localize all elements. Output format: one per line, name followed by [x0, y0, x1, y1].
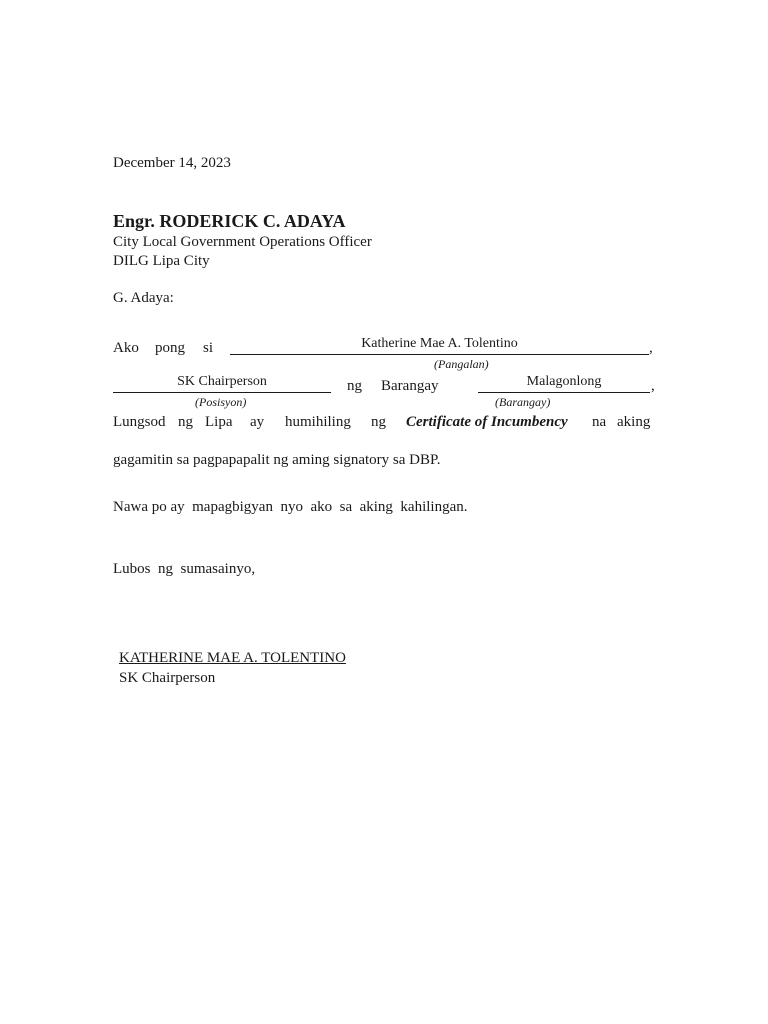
barangay-caption: (Barangay) — [495, 395, 551, 409]
comma-1: , — [649, 340, 653, 356]
request-word-lipa: Lipa — [205, 414, 233, 430]
position-caption: (Posisyon) — [195, 395, 247, 409]
request-word-humihiling: humihiling — [285, 414, 351, 430]
body-hope: Nawa po ay mapagbigyan nyo ako sa aking kahilingan. — [113, 499, 468, 515]
comma-2: , — [651, 378, 655, 394]
request-word-ng-2: ng — [371, 414, 386, 430]
letter-date: December 14, 2023 — [113, 155, 231, 171]
request-word-ng-1: ng — [178, 414, 193, 430]
body-word-ako: Ako — [113, 340, 139, 356]
recipient-title: City Local Government Operations Officer — [113, 234, 372, 250]
signatory-name: KATHERINE MAE A. TOLENTINO — [119, 650, 346, 666]
body-word-ng: ng — [347, 378, 362, 394]
recipient-name: Engr. RODERICK C. ADAYA — [113, 211, 346, 231]
position-fill-line — [113, 374, 331, 393]
salutation: G. Adaya: — [113, 290, 174, 306]
body-word-barangay: Barangay — [381, 378, 439, 394]
closing: Lubos ng sumasainyo, — [113, 561, 256, 577]
body-word-pong: pong — [155, 340, 185, 356]
name-caption: (Pangalan) — [434, 357, 489, 371]
request-word-na: na — [592, 414, 607, 430]
request-word-lungsod: Lungsod — [113, 414, 166, 430]
body-continuation: gagamitin sa pagpapapalit ng aming signatory sa DBP. — [113, 452, 441, 468]
request-word-ay: ay — [250, 414, 265, 430]
signatory-position: SK Chairperson — [119, 670, 216, 686]
request-word-aking: aking — [617, 414, 651, 430]
barangay-value: Malagonlong — [526, 374, 602, 389]
certificate-name: Certificate of Incumbency — [406, 414, 568, 430]
barangay-fill-line — [478, 374, 650, 393]
body-word-si: si — [203, 340, 214, 356]
name-fill-line — [230, 336, 649, 355]
name-value: Katherine Mae A. Tolentino — [361, 336, 518, 351]
recipient-office: DILG Lipa City — [113, 253, 210, 269]
position-value: SK Chairperson — [177, 374, 267, 389]
